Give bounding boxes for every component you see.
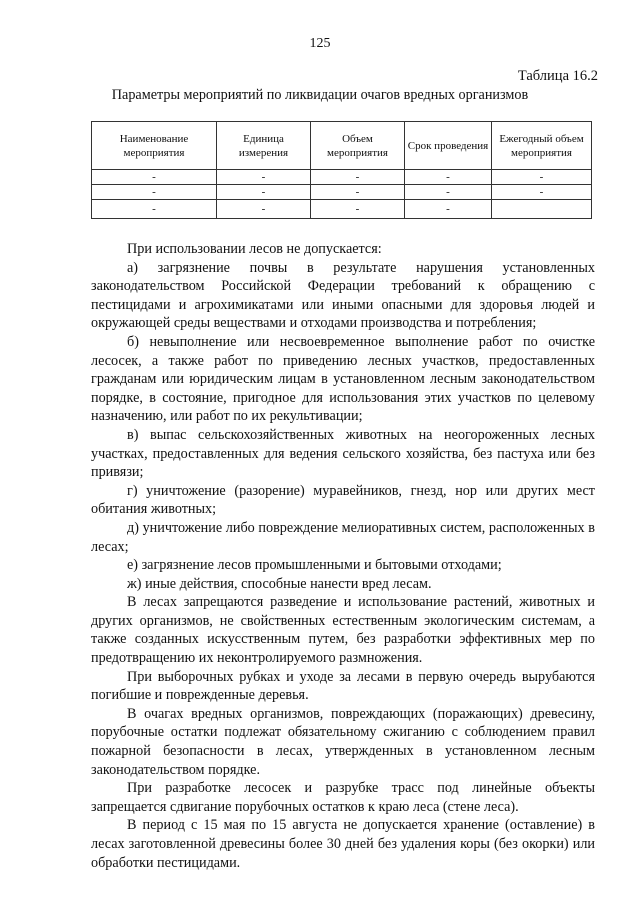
paragraph-item-a: а) загрязнение почвы в результате нарушения установленных законодательством Российской Федерации требований к обращению с пестицидами и агрохимикатами или иными опасными для здоровья людей и окружающей среды веществами и отходами производства и потребления;	[91, 259, 595, 332]
paragraph-intro: При использовании лесов не допускается:	[127, 241, 382, 257]
header-volume: Объем мероприятия	[311, 122, 405, 170]
table-cell: -	[492, 170, 592, 185]
header-measure-name: Наименование мероприятия	[92, 122, 217, 170]
paragraph-item-zh: ж) иные действия, способные нанести вред лесам.	[127, 575, 432, 592]
paragraph-storage-period: В период с 15 мая по 15 августа не допускается хранение (оставление) в лесах заготовленной древесины более 30 дней без удаления коры (без окорки) или обработки пестицидами.	[91, 817, 595, 871]
table-cell: -	[217, 200, 311, 219]
table-cell: -	[92, 185, 217, 200]
paragraph-linear-objects: При разработке лесосек и разрубке трасс под линейные объекты запрещается сдвигание порубочных остатков к краю леса (стене леса).	[91, 780, 595, 815]
paragraph-item-g: г) уничтожение (разорение) муравейников, гнезд, нор или других мест обитания животных;	[91, 482, 595, 518]
table-cell: -	[92, 170, 217, 185]
measures-table	[91, 121, 592, 219]
table-row	[92, 200, 592, 219]
paragraph-item-e: е) загрязнение лесов промышленными и бытовыми отходами;	[127, 557, 502, 574]
table-cell	[492, 200, 592, 219]
table-cell: -	[492, 185, 592, 200]
paragraph-item-b: б) невыполнение или несвоевременное выполнение работ по очистке лесосек, а также работ по приведению лесных участков, предоставленных гражданам или юридическим лицам в установленном лесным законодательством порядке, в состояние, пригодное для использования этих участков по целевому назначению, или работ по их рекультивации;	[91, 333, 595, 425]
table-title: Параметры мероприятий по ликвидации очагов вредных организмов	[111, 87, 529, 103]
page-number: 125	[309, 36, 331, 51]
paragraph-item-v: в) выпас сельскохозяйственных животных на неогороженных лесных участках, предоставленных для ведения сельского хозяйства, без пастуха или без привязи;	[91, 426, 595, 481]
header-unit: Единица измерения	[217, 122, 311, 170]
paragraph-invasive-species: В лесах запрещаются разведение и использование растений, животных и других организмов, не свойственных естественным экологическим системам, а также созданных искусственным путем, без разработки эффективных мер по предотвращению их неконтролируемого размножения.	[91, 594, 595, 667]
header-annual-volume: Ежегодный объем мероприятия	[492, 122, 592, 170]
table-cell: -	[405, 185, 492, 200]
table-cell: -	[92, 200, 217, 219]
header-period: Срок проведения	[405, 122, 492, 170]
table-cell: -	[311, 185, 405, 200]
paragraph-pest-foci: В очагах вредных организмов, повреждающих (поражающих) древесину, порубочные остатки подлежат обязательному сжиганию с соблюдением правил пожарной безопасности в лесах, утвержденных в установленном лесным законодательством порядке.	[91, 705, 595, 778]
table-header-row	[92, 122, 592, 170]
table-cell: -	[311, 170, 405, 185]
table-cell: -	[405, 170, 492, 185]
paragraph-item-d: д) уничтожение либо повреждение мелиоративных систем, расположенных в лесах;	[91, 519, 595, 555]
table-label: Таблица 16.2	[517, 68, 598, 84]
table-cell: -	[217, 185, 311, 200]
table-cell: -	[217, 170, 311, 185]
table-row	[92, 185, 592, 200]
table-cell: -	[405, 200, 492, 219]
paragraph-selective-cutting: При выборочных рубках и уходе за лесами в первую очередь вырубаются погибшие и поврежденные деревья.	[91, 668, 595, 704]
table-row	[92, 170, 592, 185]
table-cell: -	[311, 200, 405, 219]
body-text	[91, 240, 595, 872]
